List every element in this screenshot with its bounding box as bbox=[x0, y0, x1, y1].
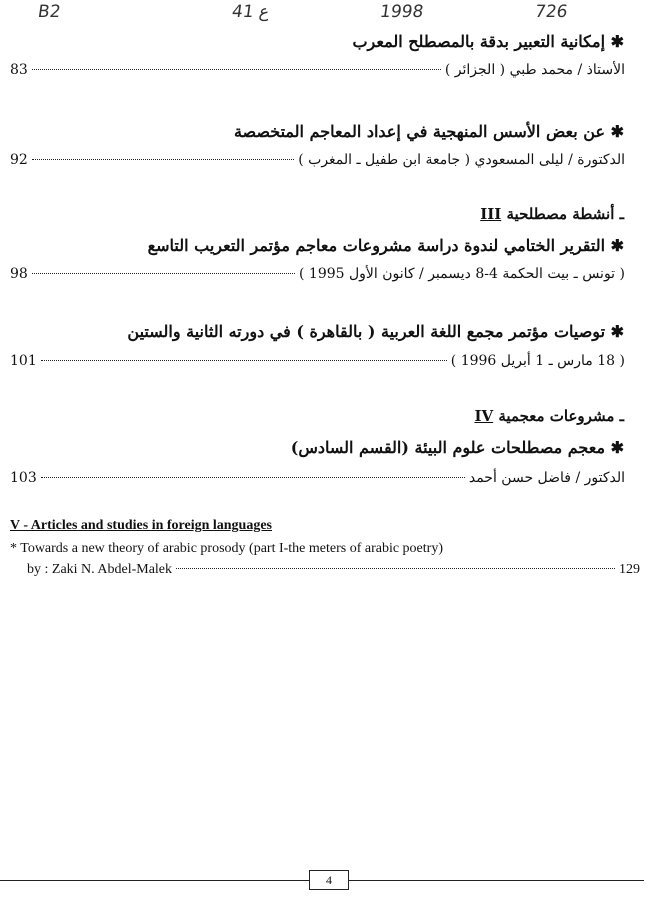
section-heading-5: V - Articles and studies in foreign languages bbox=[10, 518, 273, 533]
handwritten-mark-mid: 41 ع bbox=[230, 2, 271, 22]
toc-line bbox=[10, 152, 625, 172]
entry-author: الدكتورة / ليلى المسعودي ( جامعة ابن طفيل ـ المغرب ) bbox=[298, 152, 625, 168]
page-number: 83 bbox=[10, 62, 28, 78]
dot-leader bbox=[176, 568, 615, 569]
toc-line-english bbox=[27, 562, 640, 578]
footer-page-number: 4 bbox=[309, 870, 349, 890]
section-number: III bbox=[480, 205, 502, 223]
entry-title: ✱ معجم مصطلحات علوم البيئة (القسم السادس) bbox=[290, 438, 624, 457]
footer-rule-left bbox=[0, 880, 309, 881]
page-number: 101 bbox=[10, 353, 37, 369]
entry-title-english: * Towards a new theory of arabic prosody (part I-the meters of arabic poetry) bbox=[10, 541, 443, 556]
entry-title: ✱ توصيات مؤتمر مجمع اللغة العربية ( بالقاهرة ) في دورته الثانية والستين bbox=[127, 322, 624, 341]
page-number: 103 bbox=[10, 470, 37, 486]
entry-title: ✱ إمكانية التعبير بدقة بالمصطلح المعرب bbox=[352, 32, 624, 51]
entry-author: الدكتور / فاضل حسن أحمد bbox=[468, 470, 625, 486]
entry-author: الأستاذ / محمد طبي ( الجزائر ) bbox=[444, 62, 625, 78]
dot-leader bbox=[32, 69, 441, 70]
toc-line bbox=[10, 353, 625, 373]
page-number: 98 bbox=[10, 266, 28, 282]
entry-title: ✱ التقرير الختامي لندوة دراسة مشروعات معاجم مؤتمر التعريب التاسع bbox=[147, 236, 624, 255]
toc-line bbox=[10, 62, 625, 82]
handwritten-mark-left: B2 bbox=[36, 2, 62, 22]
section-title: ـ أنشطة مصطلحية bbox=[506, 205, 624, 223]
dot-leader bbox=[32, 273, 295, 274]
dot-leader bbox=[32, 159, 294, 160]
entry-author: by : Zaki N. Abdel-Malek bbox=[27, 562, 173, 577]
entry-author: ( 18 مارس ـ 1 أبريل 1996 ) bbox=[450, 353, 625, 369]
handwritten-mark-right: 726 bbox=[533, 2, 569, 22]
dot-leader bbox=[41, 360, 447, 361]
footer-rule-right bbox=[349, 880, 644, 881]
section-heading-4 bbox=[474, 407, 624, 425]
dot-leader bbox=[41, 477, 465, 478]
section-heading-3 bbox=[480, 205, 624, 223]
toc-line bbox=[10, 470, 625, 490]
section-title: ـ مشروعات معجمية bbox=[498, 407, 624, 425]
entry-author: ( تونس ـ بيت الحكمة 4-8 ديسمبر / كانون الأول 1995 ) bbox=[298, 266, 625, 282]
handwritten-year: 1998 bbox=[378, 2, 425, 22]
toc-line bbox=[10, 266, 625, 286]
page-number: 92 bbox=[10, 152, 28, 168]
page-number: 129 bbox=[619, 562, 640, 577]
entry-title: ✱ عن بعض الأسس المنهجية في إعداد المعاجم المتخصصة bbox=[233, 122, 624, 141]
section-number: IV bbox=[474, 407, 494, 425]
